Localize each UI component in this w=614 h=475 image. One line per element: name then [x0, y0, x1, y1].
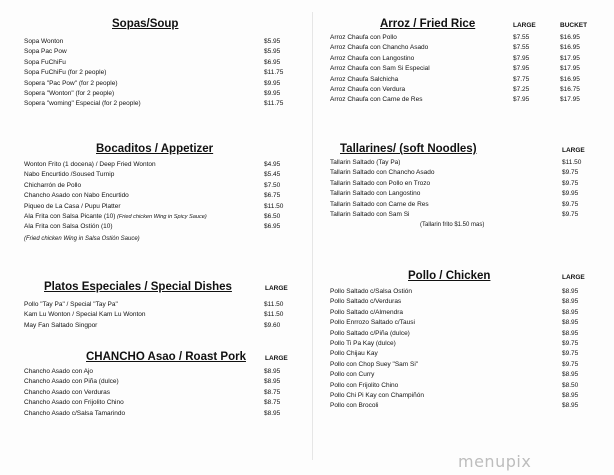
menu-item-price: $7.95	[513, 96, 530, 104]
menu-item-name: Ala Frita con Salsa Picante (10) (Fried chicken Wing in Spicy Sauce)	[24, 212, 207, 220]
menu-item-price: $9.95	[264, 79, 281, 87]
section-title-chancho: CHANCHO Asao / Roast Pork	[86, 351, 246, 363]
menu-item-name: Chancho Asado con Verduras	[24, 388, 111, 396]
menu-item-platos-0	[24, 300, 292, 310]
menu-item-sopas-6	[24, 99, 292, 109]
menu-item-price: $8.75	[264, 388, 281, 396]
list-sopas	[24, 37, 292, 110]
list-pollo	[330, 287, 598, 412]
menu-item-name: Kam Lu Wonton / Special Kam Lu Wonton	[24, 311, 146, 319]
menu-item-name: Arroz Chaufa con Langostino	[330, 54, 415, 62]
menu-item-price: $8.95	[264, 368, 281, 375]
menu-item-chancho-1	[24, 377, 292, 387]
menu-item-tallarines-4	[330, 200, 598, 210]
menu-item-name: Pollo Saltado c/Verduras	[330, 298, 402, 306]
menu-item-chancho-3	[24, 398, 292, 408]
menu-item-sopas-3	[24, 68, 292, 78]
menu-item-price: $6.75	[264, 192, 281, 200]
menu-item-price: $8.95	[562, 402, 579, 410]
menu-item-arroz-4	[330, 75, 598, 85]
menu-item-name: Sopera "Pac Pow" (for 2 people)	[24, 79, 118, 87]
menu-item-tallarines-2	[330, 179, 598, 189]
menu-item-bocaditos-1	[24, 170, 292, 180]
footnote-bocaditos: (Fried chicken Wing in Salsa Ostión Sauce)	[24, 235, 140, 242]
menu-item-name: Tallarin Saltado con Carne de Res	[330, 200, 429, 208]
menu-item-name: Arroz Chaufa con Sam Si Especial	[330, 65, 430, 73]
menu-item-name: Piqueo de La Casa / Pupu Platter	[24, 202, 121, 210]
size-label-large-arroz: LARGE	[513, 22, 536, 29]
menu-item-price: $7.55	[513, 44, 530, 52]
menu-item-sopas-5	[24, 89, 292, 99]
menu-item-name: Pollo "Tay Pa" / Special "Tay Pa"	[24, 301, 118, 308]
menu-item-price: $9.75	[562, 350, 579, 358]
section-platos	[24, 281, 292, 331]
menu-item-name: Chancho Asado con Piña (dulce)	[24, 378, 119, 386]
section-arroz	[330, 18, 598, 106]
section-title-tallarines: Tallarines/ (soft Noodles)	[340, 143, 477, 155]
menu-item-name: Sopa Wonton	[24, 38, 64, 45]
section-sopas	[24, 18, 292, 110]
menu-item-price: $7.55	[513, 34, 530, 41]
menu-item-price: $8.75	[264, 399, 281, 407]
menu-item-pollo-11	[330, 401, 598, 411]
menu-item-name: Sopa Pac Pow	[24, 48, 67, 56]
menu-item-price: $9.75	[562, 339, 579, 347]
menu-item-price-bucket: $17.95	[560, 54, 580, 62]
menu-item-chancho-2	[24, 388, 292, 398]
menu-item-pollo-4	[330, 329, 598, 339]
menu-item-price: $8.95	[562, 391, 579, 399]
section-title-sopas: Sopas/Soup	[112, 18, 179, 30]
list-tallarines	[330, 158, 598, 220]
menu-item-price: $8.95	[562, 298, 579, 306]
menu-item-name: Sopera "woming" Especial (for 2 people)	[24, 100, 141, 108]
menu-item-name: Tallarin Saltado con Sam Si	[330, 210, 410, 218]
menu-item-pollo-3	[330, 318, 598, 328]
menu-item-price: $11.50	[264, 202, 284, 210]
menu-item-name: Pollo Enrrozo Saltado c/Tausi	[330, 319, 415, 327]
menu-item-arroz-5	[330, 85, 598, 95]
menu-item-bocaditos-4	[24, 202, 292, 212]
menu-item-price: $7.75	[513, 75, 530, 83]
menu-item-price: $4.95	[264, 161, 281, 168]
menu-item-name: Pollo con Brocoli	[330, 402, 379, 410]
menu-item-price: $9.95	[264, 89, 281, 97]
menu-item-pollo-9	[330, 381, 598, 391]
menu-item-name: Tallarin Saltado (Tay Pa)	[330, 159, 401, 166]
size-label-platos: LARGE	[265, 285, 288, 292]
menu-item-name: Tallarin Saltado con Pollo en Trozo	[330, 179, 431, 187]
list-chancho	[24, 367, 292, 419]
menu-item-price: $8.95	[562, 308, 579, 316]
menu-item-price: $7.95	[513, 65, 530, 73]
menu-item-name: Tallarin Saltado con Chancho Asado	[330, 169, 435, 177]
menu-item-price: $5.95	[264, 48, 281, 56]
menu-item-platos-1	[24, 310, 292, 320]
menu-item-name: Arroz Chaufa con Chancho Asado	[330, 44, 429, 52]
menu-item-pollo-5	[330, 339, 598, 349]
menu-item-arroz-0	[330, 33, 598, 43]
menu-item-name: Chancho Asado con Ajo	[24, 368, 94, 375]
menu-item-name: Ala Frita con Salsa Ostión (10)	[24, 223, 113, 231]
menu-item-price-bucket: $17.95	[560, 96, 580, 104]
size-label-chancho: LARGE	[265, 355, 288, 362]
menu-item-name: Pollo con Frijolito Chino	[330, 381, 399, 389]
menu-item-price: $9.75	[562, 210, 579, 218]
menu-item-name: Sopa FuChiFu	[24, 58, 66, 66]
menu-item-name: Pollo con Chop Suey "Sam Si"	[330, 360, 419, 368]
list-platos	[24, 300, 292, 331]
menu-item-name: Sopa FuChiFu (for 2 people)	[24, 69, 107, 77]
menu-item-chancho-0	[24, 367, 292, 377]
menu-item-price: $11.50	[264, 301, 284, 308]
size-label-pollo: LARGE	[562, 274, 585, 281]
menu-item-tallarines-5	[330, 210, 598, 220]
menu-item-bocaditos-6	[24, 222, 292, 232]
size-label-tallarines: LARGE	[562, 147, 585, 154]
menu-item-pollo-0	[330, 287, 598, 297]
menu-item-price: $8.95	[562, 371, 579, 379]
menu-item-price: $5.45	[264, 171, 281, 179]
menu-item-name: Pollo Saltado c/Piña (dulce)	[330, 329, 410, 337]
list-bocaditos	[24, 160, 292, 233]
menu-item-arroz-3	[330, 64, 598, 74]
menu-item-price: $8.50	[562, 381, 579, 389]
menu-item-name: Pollo Ti Pa Kay (dulce)	[330, 339, 396, 347]
menu-item-price: $11.75	[264, 69, 284, 77]
menu-item-pollo-1	[330, 297, 598, 307]
menu-item-note: (Fried chicken Wing in Spicy Sauce)	[115, 213, 207, 220]
menu-item-bocaditos-3	[24, 191, 292, 201]
menu-item-price: $11.50	[264, 311, 284, 319]
menu-item-name: Pollo Saltado c/Salsa Ostión	[330, 288, 413, 295]
menu-item-price: $9.95	[562, 190, 579, 198]
menu-item-name: May Fan Saltado Singpor	[24, 321, 98, 329]
menu-item-name: Pollo Chijau Kay	[330, 350, 378, 358]
menu-item-price: $8.95	[562, 329, 579, 337]
section-pollo	[330, 270, 598, 412]
menu-item-arroz-2	[330, 54, 598, 64]
menu-item-name: Chicharrón de Pollo	[24, 181, 82, 189]
menu-item-tallarines-1	[330, 168, 598, 178]
size-label-bucket-arroz: BUCKET	[560, 22, 588, 29]
menu-item-name: Pollo Saltado c/Almendra	[330, 308, 403, 316]
menu-item-sopas-0	[24, 37, 292, 47]
menu-item-platos-2	[24, 321, 292, 331]
menu-item-name: Arroz Chaufa con Verdura	[330, 85, 406, 93]
section-title-bocaditos: Bocaditos / Appetizer	[96, 143, 214, 155]
menu-item-pollo-7	[330, 360, 598, 370]
column-divider	[312, 12, 313, 460]
menu-item-price: $8.95	[562, 288, 579, 295]
section-title-arroz: Arroz / Fried Rice	[380, 18, 476, 30]
menu-item-pollo-10	[330, 391, 598, 401]
menu-item-price-bucket: $16.75	[560, 85, 580, 93]
menu-item-price: $8.95	[264, 378, 281, 386]
menu-item-bocaditos-5	[24, 212, 292, 222]
menu-item-bocaditos-0	[24, 160, 292, 170]
menu-item-price: $9.60	[264, 321, 281, 329]
menu-item-sopas-4	[24, 79, 292, 89]
menu-item-tallarines-0	[330, 158, 598, 168]
menu-item-name: Wonton Frito (1 docena) / Deep Fried Wonton	[24, 161, 156, 168]
menu-item-price: $11.50	[562, 159, 582, 166]
menu-item-sopas-2	[24, 58, 292, 68]
menu-item-name: Chancho Asado con Nabo Encurtido	[24, 192, 129, 200]
section-title-pollo: Pollo / Chicken	[408, 270, 491, 282]
menu-item-bocaditos-2	[24, 181, 292, 191]
menu-item-price: $6.95	[264, 223, 281, 231]
menu-item-price: $7.50	[264, 181, 281, 189]
menu-item-price: $6.50	[264, 212, 281, 220]
menu-item-name: Arroz Chaufa Salchicha	[330, 75, 399, 83]
menu-item-price: $8.95	[264, 409, 281, 417]
menu-item-price: $9.75	[562, 179, 579, 187]
menu-item-tallarines-3	[330, 189, 598, 199]
menu-item-price: $11.75	[264, 100, 284, 108]
list-arroz	[330, 33, 598, 106]
menu-item-name: Arroz Chaufa con Pollo	[330, 34, 397, 41]
menu-item-pollo-2	[330, 308, 598, 318]
menu-item-price: $9.75	[562, 169, 579, 177]
menu-item-name: Chancho Asado con Frijolito Chino	[24, 399, 124, 407]
menu-item-name: Nabo Encurtido /Soused Turnip	[24, 171, 115, 179]
menu-item-name: Chancho Asado c/Salsa Tamarindo	[24, 409, 126, 417]
menu-item-price: $7.95	[513, 54, 530, 62]
menu-item-price-bucket: $16.95	[560, 75, 580, 83]
menu-item-price-bucket: $16.95	[560, 34, 580, 41]
menu-item-pollo-6	[330, 349, 598, 359]
menu-item-name: Arroz Chaufa con Carne de Res	[330, 96, 423, 104]
watermark-logo: menupix	[458, 452, 532, 471]
menu-item-name: Pollo con Curry	[330, 371, 375, 379]
footnote-tallarines: (Tallarin frito $1.50 mas)	[420, 222, 485, 229]
menu-item-price-bucket: $16.95	[560, 44, 580, 52]
menu-item-pollo-8	[330, 370, 598, 380]
menu-item-chancho-4	[24, 409, 292, 419]
menu-item-arroz-6	[330, 95, 598, 105]
menu-item-name: Tallarin Saltado con Langostino	[330, 190, 421, 198]
menu-item-price: $5.95	[264, 38, 281, 45]
menu-item-price: $8.95	[562, 319, 579, 327]
section-title-platos: Platos Especiales / Special Dishes	[44, 281, 232, 293]
section-tallarines	[330, 143, 598, 230]
menu-item-price: $6.95	[264, 58, 281, 66]
menu-item-name: Pollo Chi Pi Kay con Champiñón	[330, 391, 424, 399]
menu-item-name: Sopera "Wonton" (for 2 people)	[24, 89, 115, 97]
menu-item-price-bucket: $17.95	[560, 65, 580, 73]
menu-item-price: $7.25	[513, 85, 530, 93]
menu-item-price: $9.75	[562, 200, 579, 208]
menu-item-arroz-1	[330, 43, 598, 53]
menu-item-sopas-1	[24, 47, 292, 57]
menu-item-price: $9.75	[562, 360, 579, 368]
section-chancho	[24, 351, 292, 419]
section-bocaditos	[24, 143, 292, 244]
